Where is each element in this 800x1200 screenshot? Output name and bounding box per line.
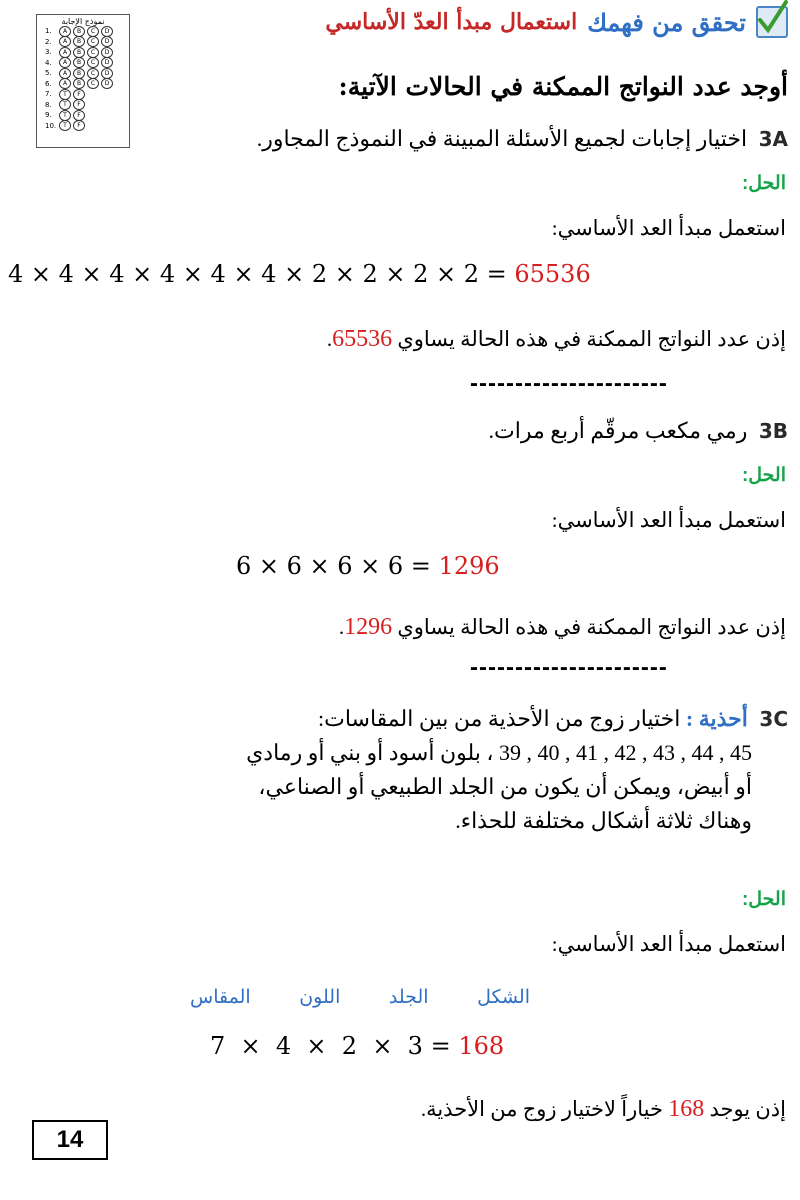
answer-bubble: T <box>59 110 71 121</box>
question-line-1: اختيار زوج من الأحذية من بين المقاسات: <box>318 706 681 731</box>
separator: ---------------------- <box>470 654 668 681</box>
question-tag: 3C <box>759 707 788 731</box>
answer-bubble: A <box>59 78 71 89</box>
answer-sheet-row <box>37 37 129 48</box>
factor-label-leather: الجلد <box>388 987 429 1008</box>
expression: 7 × 4 × 2 × 3 = <box>210 1032 459 1060</box>
section-title: استعمال مبدأ العدّ الأساسي <box>325 9 578 35</box>
conclusion <box>421 1096 786 1123</box>
conclusion-suffix: . <box>326 327 333 351</box>
answer-bubble: F <box>73 99 85 110</box>
conclusion-text: إذن يوجد <box>709 1097 786 1121</box>
factor-label-shape: الشكل <box>477 987 530 1008</box>
answer-bubble: C <box>87 68 99 79</box>
answer-bubble: T <box>59 99 71 110</box>
page-number: 14 <box>32 1120 108 1160</box>
answer-bubble: A <box>59 57 71 68</box>
question-tag: 3A <box>758 127 788 151</box>
row-number: 10. <box>45 121 57 130</box>
conclusion-text: إذن عدد النواتج الممكنة في هذه الحالة يساوي <box>397 327 786 351</box>
question-line-3: أو أبيض، ويمكن أن يكون من الجلد الطبيعي أو الصناعي، <box>258 774 752 799</box>
answer-bubble: A <box>59 47 71 58</box>
expression: 6 × 6 × 6 × 6 = <box>236 552 439 580</box>
row-number: 8. <box>45 100 52 109</box>
answer-bubble: D <box>101 57 113 68</box>
conclusion-value: 1296 <box>344 614 393 640</box>
answer-bubble: A <box>59 68 71 79</box>
equation <box>210 1032 504 1060</box>
result-value: 65536 <box>514 260 591 288</box>
checkmark-icon <box>756 6 788 38</box>
solution-label: الحل: <box>741 465 786 486</box>
keyword: أحذية : <box>685 706 748 731</box>
principle-text: استعمل مبدأ العد الأساسي: <box>551 508 786 532</box>
conclusion-value: 65536 <box>332 326 393 352</box>
row-number: 2. <box>45 37 52 46</box>
answer-bubble: C <box>87 36 99 47</box>
answer-sheet-row <box>37 47 129 58</box>
factor-label-size: المقاس <box>190 987 251 1008</box>
conclusion-suffix: خياراً لاختيار زوج من الأحذية. <box>420 1097 663 1121</box>
question-tag: 3B <box>758 419 788 443</box>
equation <box>8 260 591 288</box>
answer-bubble: C <box>87 26 99 37</box>
question-3b <box>288 418 788 444</box>
principle-text: استعمل مبدأ العد الأساسي: <box>551 216 786 240</box>
equation <box>236 552 500 580</box>
row-number: 3. <box>45 48 52 57</box>
answer-bubble: A <box>59 26 71 37</box>
answer-bubble: T <box>59 120 71 131</box>
row-number: 1. <box>45 27 52 36</box>
question-3a <box>108 126 788 152</box>
row-number: 5. <box>45 69 52 78</box>
question-line-2: 45 , 44 , 43 , 42 , 41 , 40 , 39 ، بلون أسود أو بني أو رمادي <box>246 740 752 765</box>
answer-bubble: D <box>101 68 113 79</box>
factor-labels <box>190 986 530 1009</box>
answer-bubble: F <box>73 110 85 121</box>
question-3c <box>108 702 788 838</box>
answer-bubble: T <box>59 89 71 100</box>
answer-bubble: B <box>73 36 85 47</box>
answer-bubble: F <box>73 89 85 100</box>
section-header <box>325 6 788 38</box>
answer-bubble: B <box>73 47 85 58</box>
result-value: 1296 <box>438 552 500 580</box>
conclusion <box>339 614 786 641</box>
row-number: 4. <box>45 58 52 67</box>
answer-bubble: B <box>73 68 85 79</box>
answer-bubble: B <box>73 78 85 89</box>
conclusion-suffix: . <box>338 615 345 639</box>
factor-label-color: اللون <box>299 987 341 1008</box>
instructions: أوجد عدد النواتج الممكنة في الحالات الآتية: <box>338 72 788 101</box>
solution-label: الحل: <box>741 889 786 910</box>
conclusion <box>327 326 786 353</box>
conclusion-text: إذن عدد النواتج الممكنة في هذه الحالة يساوي <box>397 615 786 639</box>
expression: 4 × 4 × 4 × 4 × 4 × 4 × 2 × 2 × 2 × 2 = <box>8 260 515 288</box>
answer-sheet-row <box>37 110 129 121</box>
row-number: 6. <box>45 79 52 88</box>
answer-bubble: A <box>59 36 71 47</box>
check-understanding-label: تحقق من فهمك <box>587 7 746 37</box>
answer-bubble: C <box>87 57 99 68</box>
principle-text: استعمل مبدأ العد الأساسي: <box>551 932 786 956</box>
answer-bubble: C <box>87 78 99 89</box>
answer-bubble: B <box>73 26 85 37</box>
answer-sheet-row <box>37 100 129 111</box>
question-text: رمي مكعب مرقّم أربع مرات. <box>488 418 748 443</box>
answer-sheet-title: نموذج الإجابة <box>61 17 105 26</box>
question-text: اختيار إجابات لجميع الأسئلة المبينة في النموذج المجاور. <box>256 126 748 151</box>
answer-sheet-row <box>37 58 129 69</box>
answer-sheet-row <box>37 26 129 37</box>
separator: ---------------------- <box>470 370 668 397</box>
question-line-4: وهناك ثلاثة أشكال مختلفة للحذاء. <box>455 808 752 833</box>
answer-bubble: D <box>101 26 113 37</box>
answer-bubble: D <box>101 78 113 89</box>
answer-bubble: D <box>101 47 113 58</box>
result-value: 168 <box>458 1032 505 1060</box>
conclusion-value: 168 <box>668 1096 705 1122</box>
solution-label: الحل: <box>741 173 786 194</box>
answer-bubble: B <box>73 57 85 68</box>
answer-bubble: C <box>87 47 99 58</box>
row-number: 7. <box>45 90 52 99</box>
answer-bubble: F <box>73 120 85 131</box>
row-number: 9. <box>45 111 52 120</box>
answer-bubble: D <box>101 36 113 47</box>
